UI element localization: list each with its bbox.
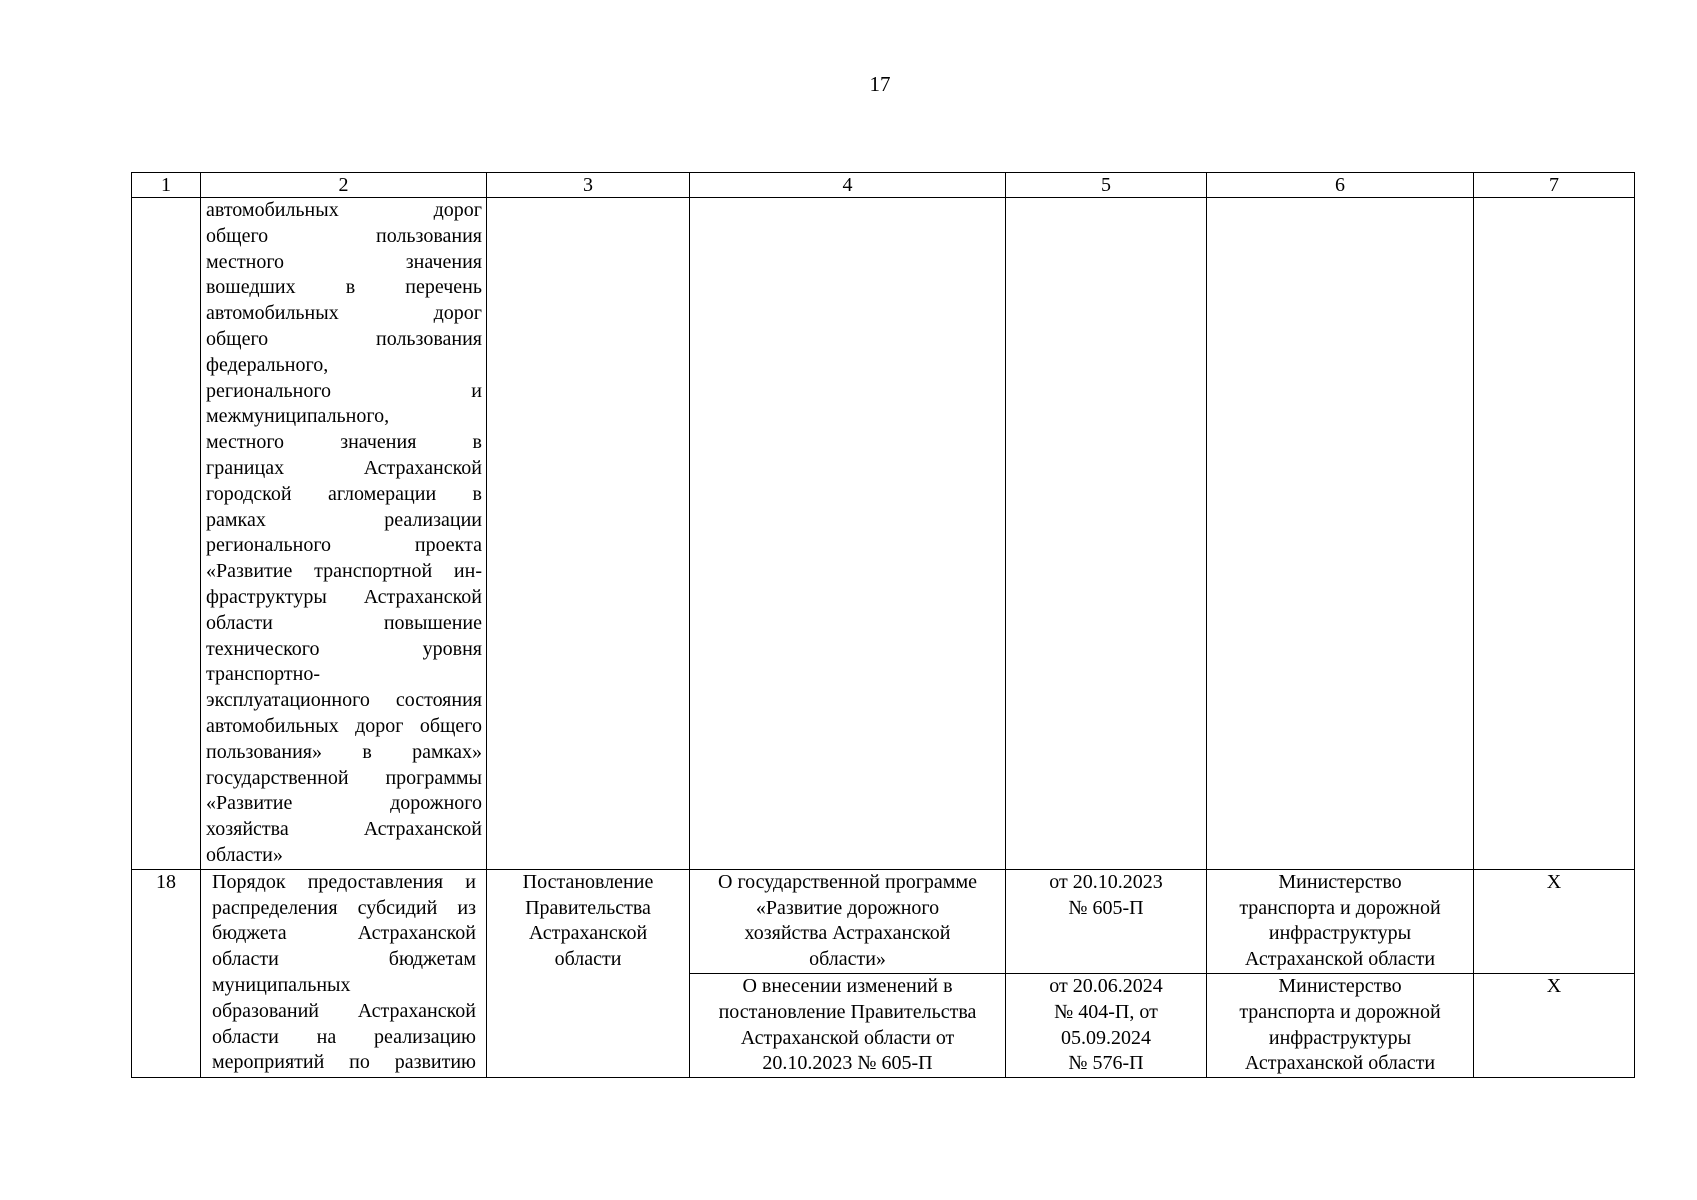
- column-header-6: 6: [1207, 173, 1474, 198]
- cell-authority: [1207, 973, 1474, 1077]
- text-line: межмуниципального,: [206, 405, 390, 428]
- text-line: от 20.06.2024: [1049, 974, 1163, 997]
- text-line: области: [554, 948, 622, 971]
- text-line: федерального,: [206, 353, 329, 376]
- text-line: хозяйства Астраханской: [744, 922, 951, 945]
- table-row-continuation: [132, 198, 1635, 870]
- column-header-1: 1: [132, 173, 201, 198]
- text-line: общего пользования: [206, 224, 482, 247]
- text-line: Астраханской области от: [740, 1026, 955, 1049]
- text-line: мероприятий по развитию: [212, 1051, 476, 1074]
- text-line: регионального проекта: [206, 534, 482, 557]
- text-line: области бюджетам: [212, 948, 476, 971]
- cell-doc-title: [690, 198, 1006, 870]
- text-line: государственной программы: [206, 766, 482, 789]
- text-line: хозяйства Астраханской: [206, 818, 482, 841]
- cell-note: Х: [1474, 973, 1635, 1077]
- text-line: местного значения: [206, 250, 482, 273]
- text-line: 05.09.2024: [1061, 1026, 1151, 1049]
- text-line: Правительства: [525, 896, 651, 919]
- text-line: регионального и: [206, 379, 482, 402]
- text-line: автомобильных дорог: [206, 199, 482, 221]
- cell-doc-title: [690, 973, 1006, 1077]
- cell-authority: [1207, 198, 1474, 870]
- cell-description: [201, 198, 487, 870]
- cell-note: [1474, 198, 1635, 870]
- text-line: рамках реализации: [206, 508, 482, 531]
- text-line: О государственной программе: [718, 870, 977, 893]
- text-line: Постановление: [522, 870, 654, 893]
- cell-number: [132, 198, 201, 870]
- cell-authority: [1207, 869, 1474, 973]
- text-line: от 20.10.2023: [1049, 870, 1163, 893]
- text-line: постановление Правительства: [718, 1000, 977, 1023]
- text-line: эксплуатационного состояния: [206, 689, 482, 712]
- text-line: городской агломерации в: [206, 482, 482, 505]
- text-line: области на реализацию: [212, 1025, 476, 1048]
- text-line: «Развитие дорожного: [206, 792, 482, 815]
- text-line: № 605-П: [1068, 896, 1144, 919]
- cell-doc-type: [487, 869, 690, 1077]
- text-line: вошедших в перечень: [206, 276, 482, 299]
- text-line: 20.10.2023 № 605-П: [762, 1052, 933, 1075]
- text-line: инфраструктуры: [1268, 922, 1412, 945]
- text-line: автомобильных дорог: [206, 302, 482, 325]
- text-line: транспорта и дорожной: [1239, 1000, 1441, 1023]
- text-line: муниципальных: [212, 973, 351, 996]
- text-line: области»: [206, 843, 283, 866]
- text-line: области»: [809, 948, 886, 971]
- text-line: технического уровня: [206, 637, 482, 660]
- text-line: № 404-П, от: [1054, 1000, 1158, 1023]
- table-row-18: [132, 869, 1635, 973]
- text-line: фраструктуры Астраханской: [206, 585, 482, 608]
- cell-doc-date: [1006, 198, 1207, 870]
- text-line: бюджета Астраханской: [212, 922, 476, 945]
- text-line: Порядок предоставления и: [212, 870, 476, 893]
- column-header-4: 4: [690, 173, 1006, 198]
- text-line: области повышение: [206, 611, 482, 634]
- cell-doc-date: [1006, 869, 1207, 973]
- text-line: инфраструктуры: [1268, 1026, 1412, 1049]
- cell-doc-title: [690, 869, 1006, 973]
- table-header-row: [132, 173, 1635, 198]
- text-line: Астраханской области: [1244, 1052, 1436, 1075]
- text-line: О внесении изменений в: [742, 974, 953, 997]
- column-header-7: 7: [1474, 173, 1635, 198]
- text-line: границах Астраханской: [206, 456, 482, 479]
- text-line: местного значения в: [206, 431, 482, 454]
- text-line: Астраханской: [528, 922, 648, 945]
- cell-description: [201, 869, 487, 1077]
- column-header-2: 2: [201, 173, 487, 198]
- text-line: Министерство: [1278, 974, 1402, 997]
- text-line: Астраханской области: [1244, 948, 1436, 971]
- column-header-5: 5: [1006, 173, 1207, 198]
- column-header-3: 3: [487, 173, 690, 198]
- cell-doc-date: [1006, 973, 1207, 1077]
- text-line: «Развитие транспортной ин-: [206, 560, 482, 583]
- text-line: автомобильных дорог общего: [206, 714, 482, 737]
- cell-doc-type: [487, 198, 690, 870]
- text-line: «Развитие дорожного: [755, 896, 940, 919]
- text-line: транспорта и дорожной: [1239, 896, 1441, 919]
- text-line: общего пользования: [206, 327, 482, 350]
- regulations-table: [131, 172, 1635, 1078]
- page-number: 17: [869, 72, 891, 96]
- text-line: пользования» в рамках»: [206, 740, 482, 763]
- text-line: транспортно-: [206, 663, 320, 686]
- text-line: распределения субсидий из: [212, 896, 476, 919]
- cell-note: Х: [1474, 869, 1635, 973]
- text-line: № 576-П: [1068, 1052, 1144, 1075]
- text-line: образований Астраханской: [212, 999, 476, 1022]
- cell-number: 18: [132, 869, 201, 1077]
- text-line: Министерство: [1278, 870, 1402, 893]
